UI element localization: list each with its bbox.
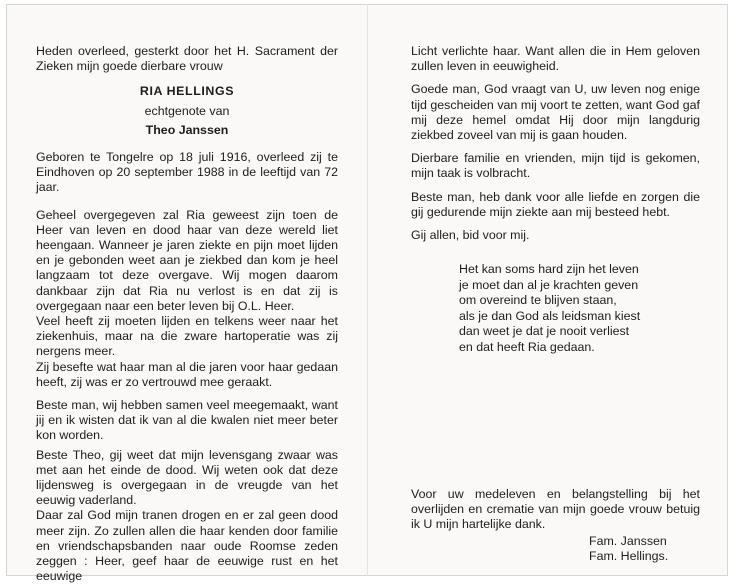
signature-hellings: Fam. Hellings. [589,549,669,564]
left-page [36,44,338,585]
poem-line: je moet dan al je krachten geven [459,277,639,292]
poem-line: als je dan God als leidsman kiest [459,308,641,323]
spouse-label: echtgenote van [144,103,230,118]
poem-line: om overeind te blijven staan, [459,293,617,307]
paragraph-6: Daar zal God mijn tranen drogen en er zal geen dood meer zijn. Zo zullen allen die haar kenden door familie en vriendschapsbanden naar oude Roomse zeden zeggen : Heer, geef haar de eeuwige rust en het eeuwige [36,508,338,584]
intro-text: Heden overleed, gesterkt door het H. Sacrament der Zieken mijn goede dierbare vrouw [36,44,338,74]
right-paragraph-3: Dierbare familie en vrienden, mijn tijd is gekomen, mijn taak is volbracht. [411,151,700,181]
signature-janssen: Fam. Janssen [589,534,667,548]
birth-death-text: Geboren te Tongelre op 18 juli 1916, overleed zij te Eindhoven op 20 september 1988 in de leeftijd van 72 jaar. [36,150,338,195]
right-paragraph-2: Goede man, God vraagt van U, uw leven nog enige tijd gescheiden van mij voort te zetten, want God gaf mij deze hemel omdat Hij door mijn langdurig ziekbed zoveel van mij is gaan houden. [411,82,700,143]
paragraph-2: Veel heeft zij moeten lijden en telkens weer naar het ziekenhuis, maar na die zware hartoperatie was zij nergens meer. [36,314,338,359]
poem [459,262,709,355]
paragraph-4: Beste man, wij hebben samen veel meegemaakt, want jij en ik wisten dat ik van al die kwalen niet meer beter kon worden. [36,398,338,443]
poem-line: Het kan soms hard zijn het leven [459,262,639,276]
paragraph-5: Beste Theo, gij weet dat mijn levensgang zwaar was met aan het einde de dood. Wij weten ook dat deze lijdensweg is overgegaan in de vreugde van het eeuwig vaderland. [36,447,338,508]
poem-line: en dat heeft Ria gedaan. [459,339,595,354]
spouse-name: Theo Janssen [145,122,229,137]
thanks-text: Voor uw medeleven en belangstelling bij het overlijden en crematie van mijn goede vrouw betuig ik U mijn hartelijke dank. [411,487,700,532]
right-paragraph-4: Beste man, heb dank voor alle liefde en zorgen die gij gedurende mijn ziekte aan mij besteed hebt. [411,189,700,219]
signatures [589,534,668,564]
right-page [411,44,700,251]
deceased-name: RIA HELLINGS [139,84,235,99]
poem-line: dan weet je dat je nooit verliest [459,324,630,338]
right-paragraph-1: Licht verlichte haar. Want allen die in Hem geloven zullen leven in eeuwigheid. [411,44,700,74]
paragraph-3: Zij besefte wat haar man al die jaren voor haar gedaan heeft, zij was er zo vertrouwd mee geraakt. [36,359,338,389]
paragraph-1: Geheel overgegeven zal Ria geweest zijn toen de Heer van leven en dood haar van deze wereld liet heengaan. Wanneer je jaren ziekte en pijn moet lijden en je gebonden weet aan je ziekbed dan kom je heel langzaam tot deze overgave. Wij mogen daarom dankbaar zijn dat Ria nu verlost is en dat zij is overgegaan naar een beter leven bij O.L. Heer. [36,207,338,313]
right-paragraph-5: Gij allen, bid voor mij. [411,228,530,243]
card-fold-line [367,4,368,576]
